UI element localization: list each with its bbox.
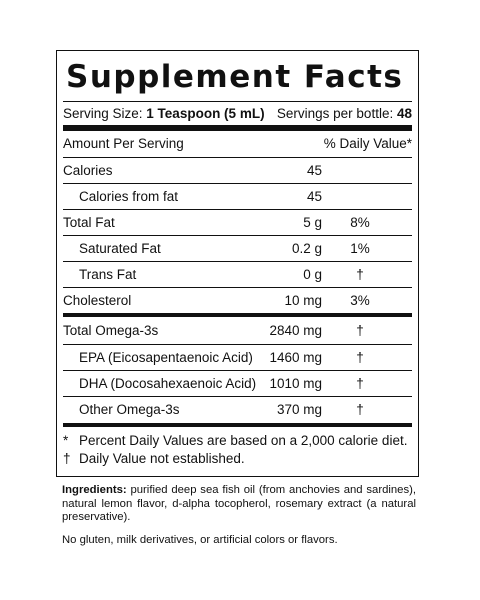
nutrient-amount: 5 g bbox=[303, 215, 322, 230]
serving-info bbox=[63, 101, 412, 121]
nutrient-name: Saturated Fat bbox=[79, 241, 161, 256]
nutrient-row-calories bbox=[63, 157, 412, 184]
nutrient-name: Total Omega-3s bbox=[63, 323, 159, 338]
nutrient-daily-value: † bbox=[356, 267, 364, 282]
nutrient-name: Cholesterol bbox=[63, 293, 132, 308]
nutrient-daily-value: † bbox=[356, 402, 364, 417]
nutrient-amount: 1010 mg bbox=[269, 376, 322, 391]
nutrient-name: EPA (Eicosapentaenoic Acid) bbox=[79, 350, 253, 365]
nutrient-amount: 0.2 g bbox=[291, 241, 322, 256]
nutrient-amount: 45 bbox=[306, 163, 322, 178]
servings-per-label: Servings per bottle: bbox=[276, 106, 397, 121]
nutrient-row-total-fat bbox=[63, 209, 412, 236]
footnote-asterisk: * bbox=[63, 433, 69, 448]
nutrient-amount: 45 bbox=[306, 189, 322, 204]
ingredients-label: Ingredients: bbox=[62, 484, 127, 496]
footnote-text: Daily Value not established. bbox=[79, 451, 245, 466]
nutrient-row-cholesterol bbox=[63, 287, 412, 314]
serving-size-value: 1 Teaspoon (5 mL) bbox=[146, 106, 265, 121]
nutrient-row-dha bbox=[63, 370, 412, 397]
servings-per-value: 48 bbox=[396, 106, 412, 121]
nutrient-daily-value: † bbox=[356, 323, 364, 338]
nutrient-daily-value: † bbox=[356, 376, 364, 391]
nutrient-row-epa bbox=[63, 344, 412, 371]
nutrient-name: Total Fat bbox=[63, 215, 115, 230]
nutrient-row-calories-from-fat bbox=[63, 183, 412, 210]
nutrient-amount: 2840 mg bbox=[269, 323, 322, 338]
nutrient-row-other-omega-3s bbox=[63, 396, 412, 423]
nutrient-name: Calories from fat bbox=[79, 189, 179, 204]
column-header-row bbox=[63, 131, 412, 157]
nutrient-daily-value: † bbox=[356, 350, 364, 365]
footnote-text: Percent Daily Values are based on a 2,000 calorie diet. bbox=[79, 433, 408, 448]
serving-size-label: Serving Size: bbox=[63, 106, 147, 121]
free-from-statement: No gluten, milk derivatives, or artificial colors or flavors. bbox=[62, 534, 338, 546]
nutrient-name: Calories bbox=[63, 163, 113, 178]
footnote-not-established bbox=[63, 450, 412, 468]
nutrient-row-trans-fat bbox=[63, 261, 412, 288]
ingredients-list: purified deep sea fish oil (from anchovies and sardines), natural lemon flavor, d-alpha tocopherol, rosemary extract (a natural preservative). bbox=[62, 484, 416, 523]
nutrient-name: DHA (Docosahexaenoic Acid) bbox=[79, 376, 257, 391]
nutrient-daily-value: 1% bbox=[350, 241, 370, 256]
nutrient-daily-value: 3% bbox=[350, 293, 370, 308]
nutrient-name: Trans Fat bbox=[79, 267, 137, 282]
nutrient-amount: 370 mg bbox=[276, 402, 322, 417]
panel-title: Supplement Facts bbox=[66, 59, 404, 95]
nutrient-amount: 1460 mg bbox=[269, 350, 322, 365]
nutrient-row-saturated-fat bbox=[63, 235, 412, 262]
nutrient-amount: 10 mg bbox=[284, 293, 322, 308]
thick-divider-bottom bbox=[63, 423, 412, 427]
daily-value-header: % Daily Value* bbox=[323, 136, 412, 151]
ingredients-text bbox=[62, 484, 416, 525]
nutrient-row-total-omega-3s bbox=[63, 318, 412, 344]
footnote-daily-value bbox=[63, 432, 412, 450]
nutrient-daily-value: 8% bbox=[350, 215, 370, 230]
footnote-dagger: † bbox=[63, 451, 71, 466]
amount-per-serving-label: Amount Per Serving bbox=[63, 136, 184, 151]
nutrient-amount: 0 g bbox=[303, 267, 322, 282]
thick-divider-omega bbox=[63, 313, 412, 317]
servings-per-bottle bbox=[277, 106, 412, 121]
nutrient-name: Other Omega-3s bbox=[79, 402, 180, 417]
supplement-facts-panel bbox=[56, 50, 419, 477]
